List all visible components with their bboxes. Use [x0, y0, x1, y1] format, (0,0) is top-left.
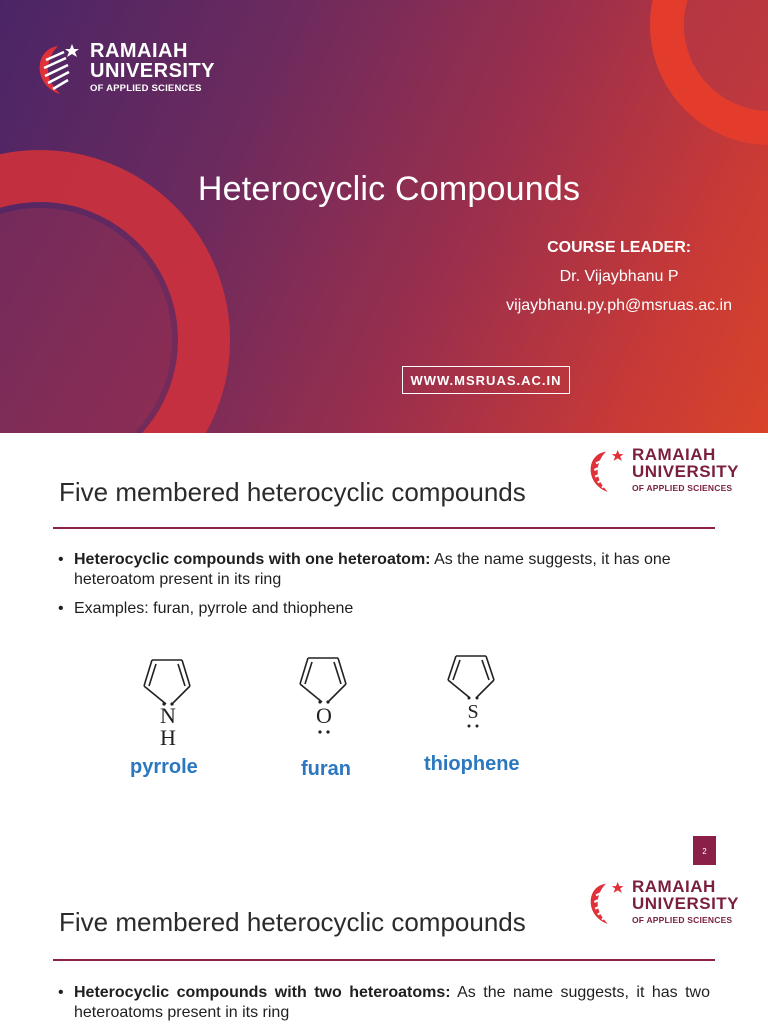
logo-line-2: UNIVERSITY — [632, 894, 740, 913]
bullet-item — [58, 599, 710, 619]
slide-title: Five membered heterocyclic compounds — [59, 907, 526, 937]
bullet-list — [58, 983, 710, 1024]
bullet-text: As the name suggests, it has two heteroatoms present in its ring — [74, 984, 711, 1021]
title-divider — [53, 959, 715, 961]
pyrrole-label: pyrrole — [130, 756, 198, 778]
furan-label: furan — [301, 758, 351, 780]
logo-line-3: OF APPLIED SCIENCES — [90, 83, 202, 94]
svg-text:O: O — [316, 703, 332, 728]
logo-line-2: UNIVERSITY — [632, 462, 740, 481]
university-logo-small — [586, 877, 739, 927]
title-slide — [0, 0, 768, 433]
ramaiah-logo-icon — [586, 877, 626, 927]
svg-text:S: S — [467, 701, 479, 723]
course-leader-email: vijaybhanu.py.ph@msruas.ac.in — [506, 297, 732, 314]
website-link[interactable]: WWW.MSRUAS.AC.IN — [402, 366, 570, 394]
page-number: 2 — [693, 836, 716, 866]
svg-text:N: N — [160, 703, 176, 728]
title-divider — [53, 527, 715, 529]
thiophene-structure — [442, 648, 522, 738]
bullet-text: Examples: furan, pyrrole and thiophene — [74, 600, 354, 617]
course-leader-label: COURSE LEADER: — [547, 239, 692, 256]
pyrrole-structure — [132, 648, 212, 748]
bullet-bold-lead: Heterocyclic compounds with two heteroatoms: — [74, 984, 451, 1001]
logo-line-1: RAMAIAH — [632, 445, 716, 464]
course-leader-name: Dr. Vijaybhanu P — [559, 268, 679, 285]
bullet-item — [58, 550, 710, 590]
bullet-bold-lead: Heterocyclic compounds with one heteroatom: — [74, 551, 431, 568]
bullet-item — [58, 983, 710, 1023]
svg-text:H: H — [160, 725, 176, 748]
molecule-figure — [120, 638, 540, 808]
logo-line-1: RAMAIAH — [90, 40, 188, 62]
university-logo-small — [586, 445, 739, 495]
thiophene-label: thiophene — [424, 753, 520, 775]
ramaiah-logo-icon — [34, 38, 82, 98]
slide-title: Five membered heterocyclic compounds — [59, 477, 526, 507]
presentation-title: Heterocyclic Compounds — [197, 170, 581, 208]
bullet-text: As the name suggests, it has one heteroatom present in its ring — [74, 551, 671, 588]
course-leader-block — [506, 238, 732, 316]
logo-line-1: RAMAIAH — [632, 877, 716, 896]
ramaiah-logo-icon — [586, 445, 626, 495]
content-slide-2 — [0, 433, 768, 865]
logo-line-3: OF APPLIED SCIENCES — [632, 483, 733, 493]
furan-structure — [292, 648, 372, 738]
content-slide-3 — [0, 865, 768, 1024]
logo-line-2: UNIVERSITY — [90, 60, 216, 82]
logo-line-3: OF APPLIED SCIENCES — [632, 915, 733, 925]
university-logo — [34, 38, 215, 98]
bullet-list — [58, 550, 710, 628]
